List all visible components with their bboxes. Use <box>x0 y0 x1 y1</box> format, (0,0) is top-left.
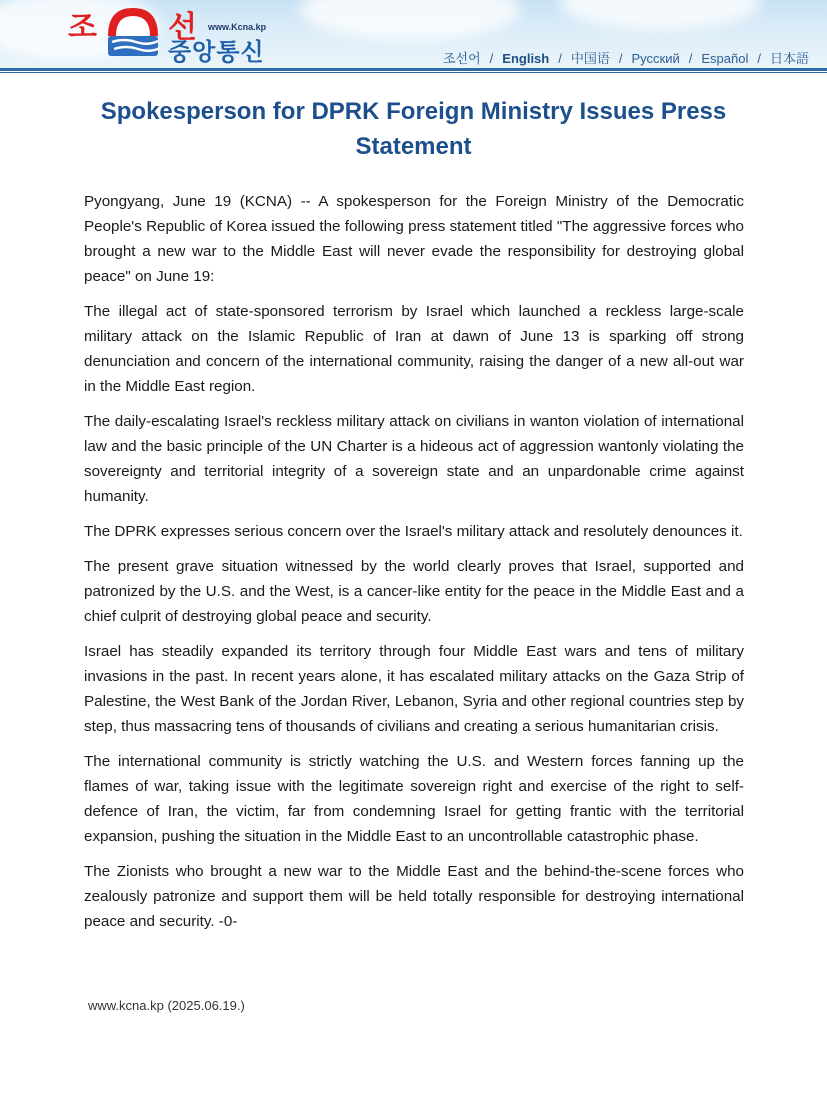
lang-russian[interactable]: Русский <box>631 51 680 66</box>
lang-separator: / <box>489 51 494 66</box>
article-paragraph: Pyongyang, June 19 (KCNA) -- A spokesperson for the Foreign Ministry of the Democratic People's Republic of Korea issued the following press statement titled "The aggressive forces who brought a new war to the Middle East will never evade the responsibility for destroying global peace" on June 19: <box>84 193 744 285</box>
article-body <box>84 189 744 944</box>
lang-separator: / <box>558 51 562 66</box>
lang-chinese[interactable]: 中国语 <box>570 51 610 66</box>
article-paragraph: The Zionists who brought a new war to the Middle East and the behind-the-scene forces who zealously patronize and support them will be held totally responsible for destroying international peace and security. -0- <box>84 863 744 930</box>
logo-korean-agency: 중앙통신 <box>168 39 265 66</box>
article-paragraph: The illegal act of state-sponsored terrorism by Israel which launched a reckless large-scale military attack on the Islamic Republic of Iran at dawn of June 13 is sparking off strong denunciation and concern of the international community, raising the danger of a new all-out war in the Middle East region. <box>84 303 744 395</box>
article-source-date: www.kcna.kp (2025.06.19.) <box>88 998 245 1013</box>
lang-separator: / <box>618 51 623 66</box>
kcna-logo[interactable] <box>68 2 288 64</box>
sunrise-logo-icon <box>102 6 164 58</box>
lang-separator: / <box>688 51 693 66</box>
lang-korean[interactable]: 조선어 <box>442 51 481 66</box>
logo-korean-seon: 선 <box>168 11 197 44</box>
logo-url: www.Kcna.kp <box>208 22 267 32</box>
article-paragraph: The DPRK expresses serious concern over the Israel's military attack and resolutely denounces it. <box>84 523 743 540</box>
logo-korean-jo: 조 <box>68 11 97 44</box>
lang-separator: / <box>757 51 761 66</box>
lang-japanese[interactable]: 日本語 <box>769 51 809 66</box>
article-paragraph: Israel has steadily expanded its territory through four Middle East wars and tens of military invasions in the past. In recent years alone, it has escalated military attacks on the Gaza Strip of Palestine, the West Bank of the Jordan River, Lebanon, Syria and other regional countries step by step, thus massacring tens of thousands of civilians and creating a serious humanitarian crisis. <box>84 643 744 735</box>
article-paragraph: The international community is strictly watching the U.S. and Western forces fanning up the flames of war, taking issue with the legitimate sovereign right and exercise of the right to self-defence of Iran, the victim, far from condemning Israel for getting frantic with the territorial expansion, pushing the situation in the Middle East to an uncontrollable catastrophic phase. <box>84 753 744 845</box>
header-divider-thin <box>0 72 827 73</box>
lang-english[interactable]: English <box>502 51 550 66</box>
lang-spanish[interactable]: Español <box>701 51 749 66</box>
article-paragraph: The present grave situation witnessed by the world clearly proves that Israel, supported and patronized by the U.S. and the West, is a cancer-like entity for the peace in the Middle East and a chief culprit of destroying global peace and security. <box>84 558 744 625</box>
article-title: Spokesperson for DPRK Foreign Ministry Issues Press Statement <box>100 98 727 160</box>
language-switcher <box>443 48 809 67</box>
article-paragraph: The daily-escalating Israel's reckless military attack on civilians in wanton violation of international law and the basic principle of the UN Charter is a hideous act of aggression wantonly violating the sovereignty and territorial integrity of a sovereign state and an unpardonable crime against humanity. <box>84 413 744 505</box>
site-header <box>0 0 827 68</box>
header-divider <box>0 68 827 71</box>
